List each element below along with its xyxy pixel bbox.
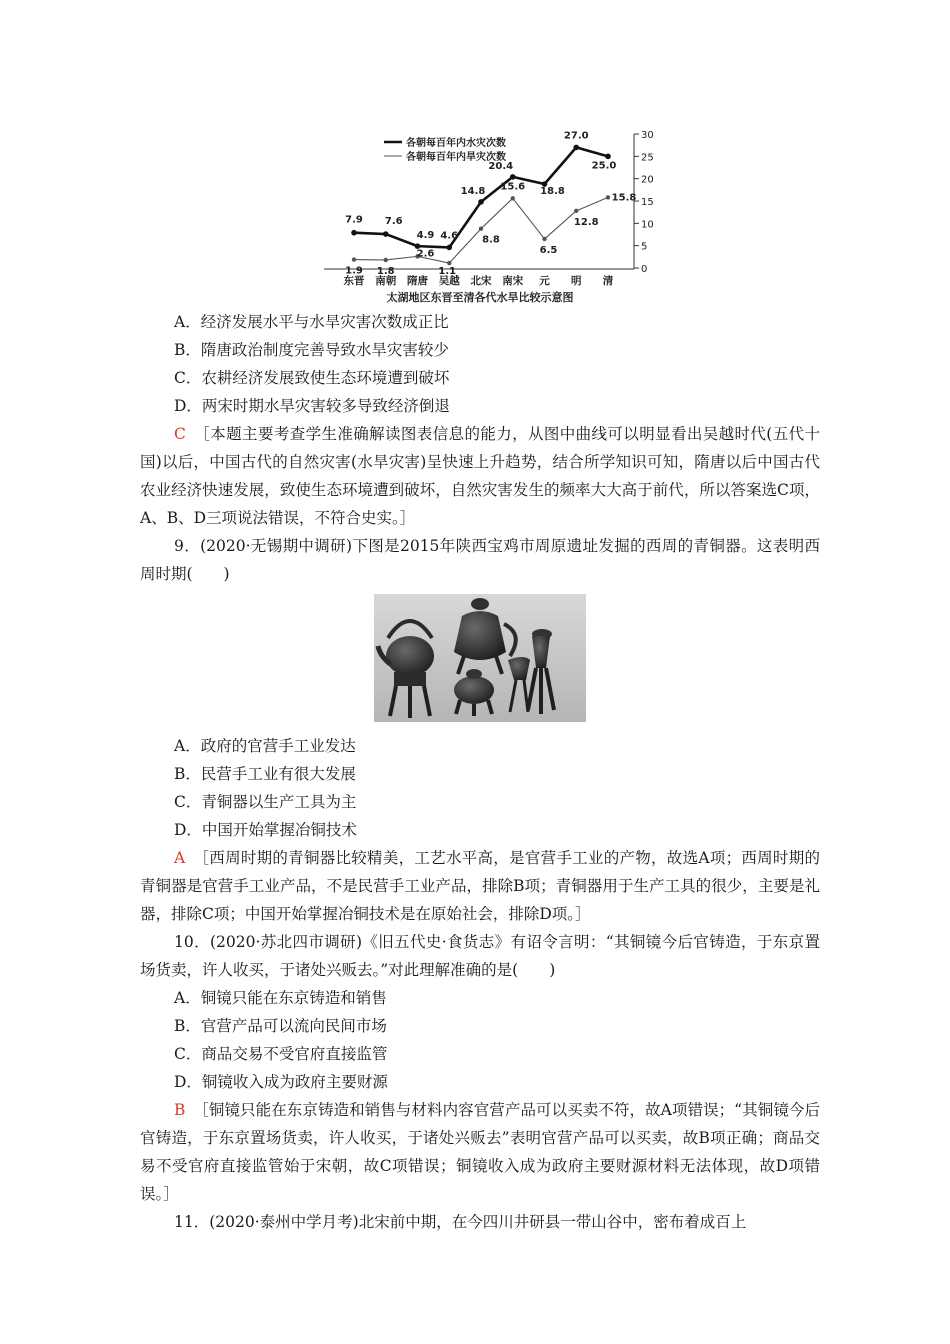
x-tick-label: 隋唐 <box>407 275 428 287</box>
data-label: 6.5 <box>539 244 558 256</box>
data-label: 1.8 <box>376 265 395 277</box>
data-point <box>574 209 578 213</box>
q9-option-a: A．政府的官营手工业发达 <box>174 737 356 755</box>
data-point <box>479 226 483 230</box>
q10-answer-letter: B <box>174 1101 186 1119</box>
data-label: 8.8 <box>482 234 500 246</box>
x-tick-label: 吴越 <box>438 275 460 287</box>
x-tick-label: 南宋 <box>502 275 524 287</box>
data-point <box>384 258 388 262</box>
q9-answer <box>140 844 820 928</box>
data-point <box>510 174 516 180</box>
q9-answer-text: ［西周时期的青铜器比较精美，工艺水平高，是官营手工业的产物，故选A项；西周时期的青铜器是官营手工业产品，不是民营手工业产品，排除B项；青铜器用于生产工具的很少，主要是礼器，排除C项；中国开始掌握冶铜技术是在原始社会，排除D项。］ <box>140 849 820 923</box>
data-label: 20.4 <box>488 160 514 172</box>
q10-options <box>140 984 820 1096</box>
q8-answer-text: ［本题主要考查学生准确解读图表信息的能力，从图中曲线可以明显看出吴越时代(五代十国)以后，中国古代的自然灾害(水旱灾害)呈快速上升趋势，结合所学知识可知，隋唐以后中国古代农业经济快速发展，致使生态环境遭到破坏，自然灾害发生的频率大大高于前代，所以答案选C项，A、B、D三项说法错误，不符合史实。］ <box>140 425 820 527</box>
data-point <box>446 245 452 251</box>
q9-options <box>140 732 820 844</box>
q9-photo-wrap <box>140 594 820 722</box>
q10-option-a: A．铜镜只能在东京铸造和销售 <box>174 989 387 1007</box>
x-tick-label: 南朝 <box>375 275 397 287</box>
y-tick-label: 0 <box>641 264 648 275</box>
y-tick-label: 30 <box>641 130 654 141</box>
data-label: 14.8 <box>460 185 486 197</box>
y-tick-label: 20 <box>641 174 654 186</box>
bronze-vessels-illustration <box>374 594 586 722</box>
q8-option-a: A．经济发展水平与水旱灾害次数成正比 <box>174 313 449 331</box>
data-label: 12.8 <box>573 216 599 228</box>
chart-title: 太湖地区东晋至清各代水旱比较示意图 <box>386 291 574 304</box>
x-tick-label: 东晋 <box>343 275 365 287</box>
data-label: 4.6 <box>440 230 459 242</box>
data-point <box>542 237 546 241</box>
document-body <box>140 308 820 1236</box>
data-label: 18.8 <box>540 186 565 198</box>
data-point <box>606 195 610 199</box>
q9-answer-letter: A <box>174 849 186 867</box>
q8-options <box>140 308 820 420</box>
q8-answer <box>140 420 820 532</box>
y-tick-label: 15 <box>641 197 654 208</box>
q8-answer-letter: C <box>174 425 186 443</box>
data-label: 15.6 <box>500 181 526 193</box>
x-tick-label: 明 <box>571 275 582 287</box>
q9-stem: 9．(2020·无锡期中调研)下图是2015年陕西宝鸡市周原遗址发掘的西周的青铜器。这表明西周时期( ) <box>140 537 820 583</box>
legend-label-1: 各朝每百年内水灾次数 <box>406 138 506 149</box>
x-tick-label: 清 <box>602 275 614 287</box>
data-label: 27.0 <box>563 130 589 142</box>
data-label: 25.0 <box>591 160 617 172</box>
q9-option-b: B．民营手工业有很大发展 <box>174 765 356 783</box>
data-point <box>383 231 389 237</box>
data-point <box>351 230 357 236</box>
y-tick-label: 5 <box>641 241 648 253</box>
x-tick-label: 北宋 <box>470 275 492 287</box>
data-point <box>573 145 579 151</box>
data-point <box>605 154 611 160</box>
data-label: 1.1 <box>438 266 457 278</box>
q8-option-c: C．农耕经济发展致使生态环境遭到破坏 <box>174 369 450 387</box>
legend-label-2: 各朝每百年内旱灾次数 <box>406 152 506 163</box>
q10-option-d: D．铜镜收入成为政府主要财源 <box>174 1073 388 1091</box>
q10-option-b: B．官营产品可以流向民间市场 <box>174 1017 387 1035</box>
y-tick-label: 10 <box>641 219 654 231</box>
q9-option-c: C．青铜器以生产工具为主 <box>174 793 357 811</box>
data-label: 1.9 <box>345 265 363 277</box>
data-point <box>447 261 451 265</box>
q8-option-d: D．两宋时期水旱灾害较多导致经济倒退 <box>174 397 450 415</box>
q10-answer <box>140 1096 820 1208</box>
data-point <box>352 257 356 261</box>
q11-stem: 11．(2020·泰州中学月考)北宋前中期，在今四川井研县一带山谷中，密布着成百上 <box>174 1213 747 1231</box>
x-tick-label: 元 <box>539 275 550 287</box>
data-point <box>511 196 515 200</box>
data-point <box>478 199 484 205</box>
bronze-vessels-photo <box>374 594 586 722</box>
y-tick-label: 25 <box>641 152 654 164</box>
flood-drought-chart <box>318 122 678 312</box>
data-label: 15.8 <box>611 192 637 204</box>
q10-option-c: C．商品交易不受官府直接监管 <box>174 1045 388 1063</box>
data-label: 2.6 <box>416 248 435 260</box>
data-label: 7.6 <box>384 216 403 228</box>
q10-answer-text: ［铜镜只能在东京铸造和销售与材料内容官营产品可以买卖不符，故A项错误；“其铜镜今后官铸造，于东京置场货卖，许人收买，于诸处兴贩去”表明官营产品可以买卖，故B项正确；商品交易不受官府直接监管始于宋朝，故C项错误；铜镜收入成为政府主要财源材料无法体现，故D项错误。］ <box>140 1101 820 1203</box>
data-label: 4.9 <box>416 230 435 242</box>
q8-option-b: B．隋唐政治制度完善导致水旱灾害较少 <box>174 341 449 359</box>
chart-svg <box>318 122 678 312</box>
q9-option-d: D．中国开始掌握冶铜技术 <box>174 821 357 839</box>
q10-stem: 10．(2020·苏北四市调研)《旧五代史·食货志》有诏令言明：“其铜镜今后官铸造，于东京置场货卖，许人收买，于诸处兴贩去。”对此理解准确的是( ) <box>140 933 820 979</box>
data-label: 7.9 <box>345 214 363 226</box>
